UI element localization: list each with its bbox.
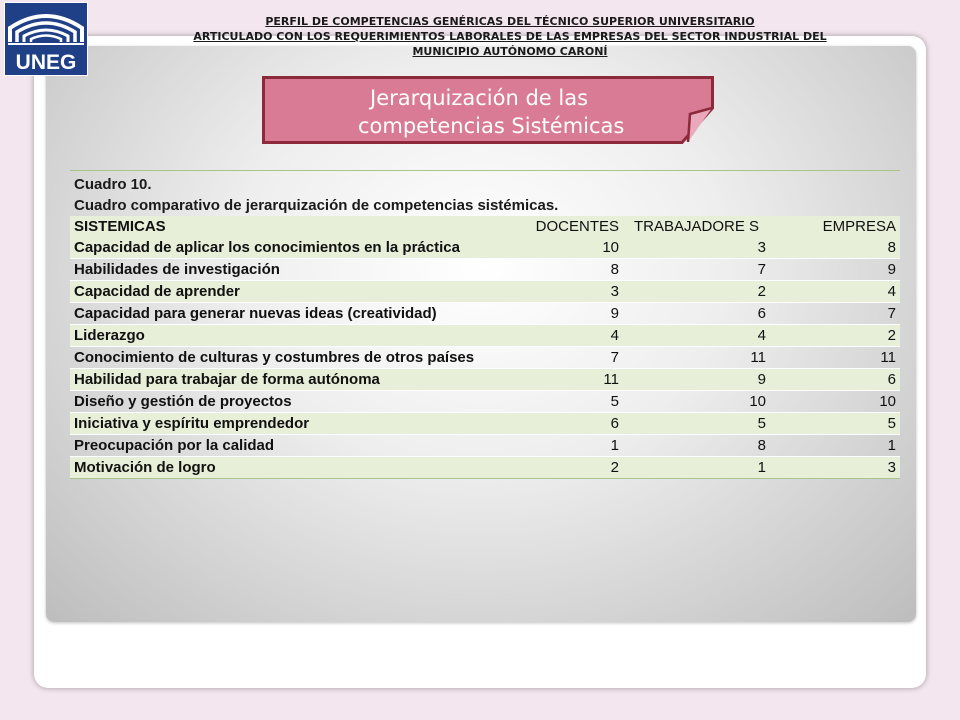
table-row <box>70 457 900 479</box>
table-row <box>70 347 900 369</box>
slide-title-line-2: competencias Sistémicas <box>358 114 625 138</box>
competency-label: Conocimiento de culturas y costumbres de otros países <box>74 349 475 366</box>
header-line-1: PERFIL DE COMPETENCIAS GENÉRICAS DEL TÉCNICO SUPERIOR UNIVERSITARIO <box>265 15 755 28</box>
table-row <box>70 325 900 347</box>
competency-label: Preocupación por la calidad <box>74 437 275 454</box>
table-row <box>70 435 900 457</box>
table-row <box>70 391 900 413</box>
empresa-value: 10 <box>879 393 896 410</box>
table-caption <box>74 174 894 216</box>
empresa-value: 7 <box>887 305 896 322</box>
uneg-logo <box>4 2 88 76</box>
trabajadores-value: 10 <box>749 393 766 410</box>
competency-label: Motivación de logro <box>74 459 216 476</box>
table-row <box>70 369 900 391</box>
competency-label: Diseño y gestión de proyectos <box>74 393 292 410</box>
competencies-table <box>70 216 900 479</box>
trabajadores-value: 5 <box>757 415 766 432</box>
trabajadores-value: 9 <box>757 371 766 388</box>
header-empresa: EMPRESA <box>822 218 896 235</box>
table-row <box>70 259 900 281</box>
competency-label: Iniciativa y espíritu emprendedor <box>74 415 310 432</box>
empresa-value: 1 <box>887 437 896 454</box>
trabajadores-value: 8 <box>757 437 766 454</box>
empresa-value: 11 <box>880 349 896 366</box>
docentes-value: 8 <box>610 261 619 278</box>
docentes-value: 2 <box>610 459 619 476</box>
competency-label: Capacidad de aprender <box>74 283 240 300</box>
slide-title <box>262 84 672 140</box>
empresa-value: 9 <box>887 261 896 278</box>
trabajadores-value: 7 <box>757 261 766 278</box>
empresa-value: 2 <box>887 327 896 344</box>
uneg-logo-emblem-icon <box>4 2 88 76</box>
empresa-value: 8 <box>887 239 896 256</box>
docentes-value: 10 <box>602 239 619 256</box>
competency-label: Liderazgo <box>74 327 145 344</box>
empresa-value: 5 <box>887 415 896 432</box>
table-row <box>70 303 900 325</box>
header-docentes: DOCENTES <box>535 218 619 235</box>
trabajadores-value: 3 <box>757 239 766 256</box>
docentes-value: 1 <box>610 437 619 454</box>
slide-title-line-1: Jerarquización de las <box>370 86 589 110</box>
document-header <box>120 14 900 59</box>
header-line-3: MUNICIPIO AUTÓNOMO CARONÍ <box>412 45 608 58</box>
trabajadores-value: 1 <box>757 459 766 476</box>
header-line-2: ARTICULADO CON LOS REQUERIMIENTOS LABORALES DE LAS EMPRESAS DEL SECTOR INDUSTRIAL DEL <box>193 30 827 43</box>
docentes-value: 6 <box>610 415 619 432</box>
competency-label: Habilidad para trabajar de forma autónoma <box>74 371 380 388</box>
competency-label: Capacidad de aplicar los conocimientos en la práctica <box>74 239 460 256</box>
caption-divider <box>70 170 900 171</box>
competency-label: Habilidades de investigación <box>74 261 280 278</box>
docentes-value: 7 <box>610 349 619 366</box>
header-sistemicas: SISTEMICAS <box>74 218 166 235</box>
docentes-value: 11 <box>603 371 619 388</box>
trabajadores-value: 6 <box>757 305 766 322</box>
table-row <box>70 281 900 303</box>
docentes-value: 3 <box>610 283 619 300</box>
empresa-value: 4 <box>887 283 896 300</box>
header-trabajadores: TRABAJADORE S <box>633 218 760 235</box>
caption-text: Cuadro comparativo de jerarquización de competencias sistémicas. <box>74 197 559 214</box>
table-header-row <box>70 216 900 237</box>
docentes-value: 4 <box>610 327 619 344</box>
table-row <box>70 413 900 435</box>
caption-number: Cuadro 10. <box>74 176 152 193</box>
empresa-value: 3 <box>887 459 896 476</box>
empresa-value: 6 <box>887 371 896 388</box>
docentes-value: 9 <box>610 305 619 322</box>
logo-text: UNEG <box>15 51 77 74</box>
table-row <box>70 237 900 259</box>
competency-label: Capacidad para generar nuevas ideas (creatividad) <box>74 305 437 322</box>
trabajadores-value: 4 <box>757 327 766 344</box>
docentes-value: 5 <box>610 393 619 410</box>
trabajadores-value: 11 <box>750 349 766 366</box>
trabajadores-value: 2 <box>757 283 766 300</box>
